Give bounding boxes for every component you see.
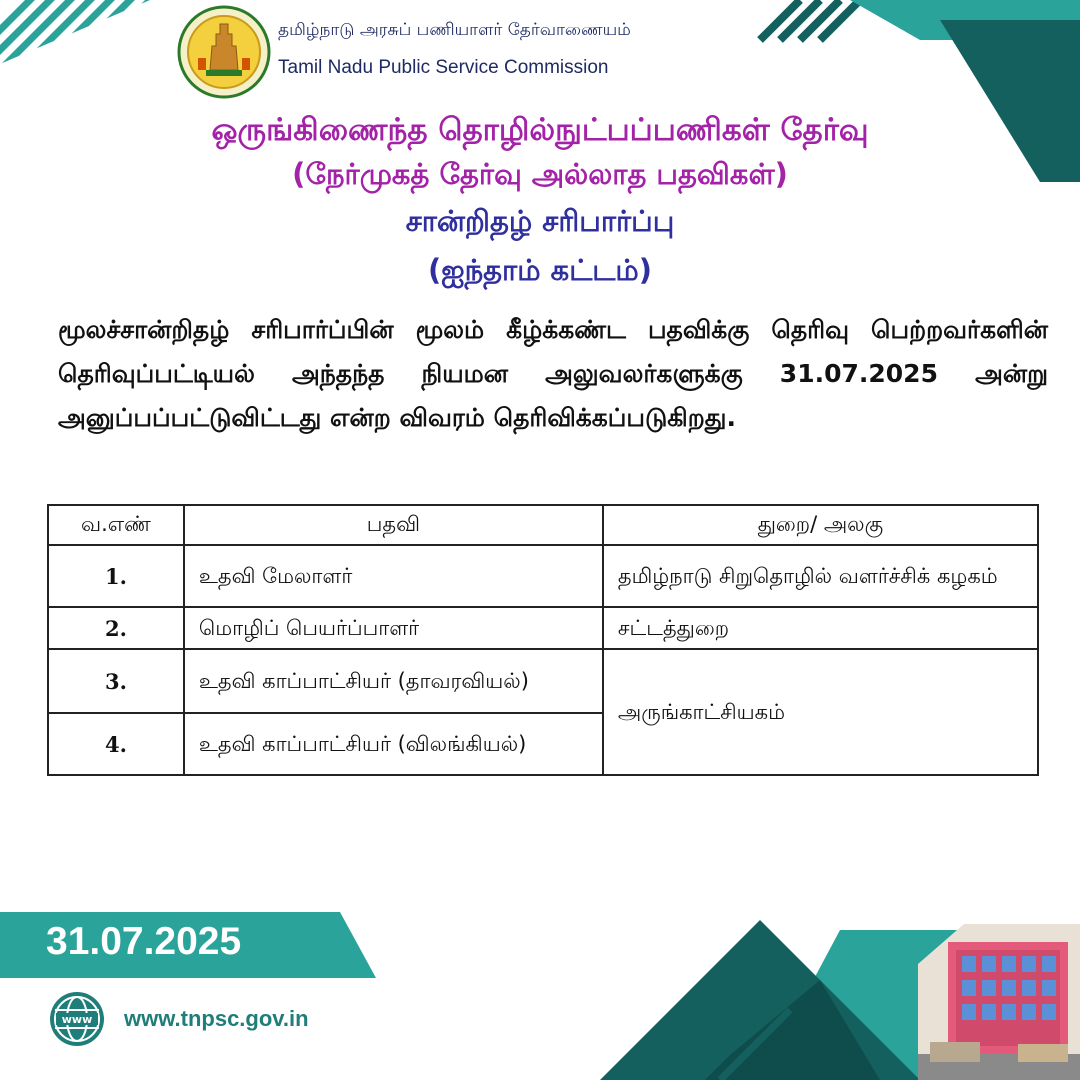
org-name-english: Tamil Nadu Public Service Commission [278,57,609,78]
row-post: உதவி காப்பாட்சியர் (தாவரவியல்) [184,649,603,713]
row-number: 2. [48,607,184,649]
row-number: 3. [48,649,184,713]
row-post: உதவி மேலாளர் [184,545,603,607]
header-serial-no: வ.எண் [48,505,184,545]
title-line-2: (நேர்முகத் தேர்வு அல்லாத பதவிகள்) [292,157,788,191]
row-department-merged: அருங்காட்சியகம் [603,649,1038,775]
tn-emblem-logo [176,4,272,100]
row-department: தமிழ்நாடு சிறுதொழில் வளர்ச்சிக் கழகம் [603,545,1038,607]
globe-label: www [61,1013,93,1026]
row-post: உதவி காப்பாட்சியர் (விலங்கியல்) [184,713,603,775]
org-name-tamil: தமிழ்நாடு அரசுப் பணியாளர் தேர்வாணையம் [278,20,631,40]
table-row [48,607,1038,649]
title-line-4: (ஐந்தாம் கட்டம்) [428,253,652,287]
row-number: 1. [48,545,184,607]
title-line-3: சான்றிதழ் சரிபார்ப்பு [405,204,675,238]
top-left-stripes [0,0,160,70]
announcement-date: 31.07.2025 [46,920,242,963]
tnpsc-building-photo [918,924,1080,1080]
website-link[interactable]: www.tnpsc.gov.in [124,1006,309,1031]
table-header-row [48,505,1038,545]
title-line-1: ஒருங்கிணைந்த தொழில்நுட்பப்பணிகள் தேர்வு [211,112,869,148]
header-post: பதவி [184,505,603,545]
table-row [48,545,1038,607]
globe-icon[interactable] [48,990,106,1048]
row-post: மொழிப் பெயர்ப்பாளர் [184,607,603,649]
row-department: சட்டத்துறை [603,607,1038,649]
top-right-stripes [760,0,860,40]
header-department: துறை/ அலகு [603,505,1038,545]
table-row [48,649,1038,713]
notice-paragraph: மூலச்சான்றிதழ் சரிபார்ப்பின் மூலம் கீழ்க்கண்ட பதவிக்கு தெரிவு பெற்றவர்களின் தெரிவுப்பட்டியல் அந்தந்த நியமன அலுவலர்களுக்கு 31.07.2025 அன்று அனுப்பப்பட்டுவிட்டது என்ற விவரம் தெரிவிக்கப்படுகிறது. [58,315,1048,432]
row-number: 4. [48,713,184,775]
posts-table [47,504,1039,776]
